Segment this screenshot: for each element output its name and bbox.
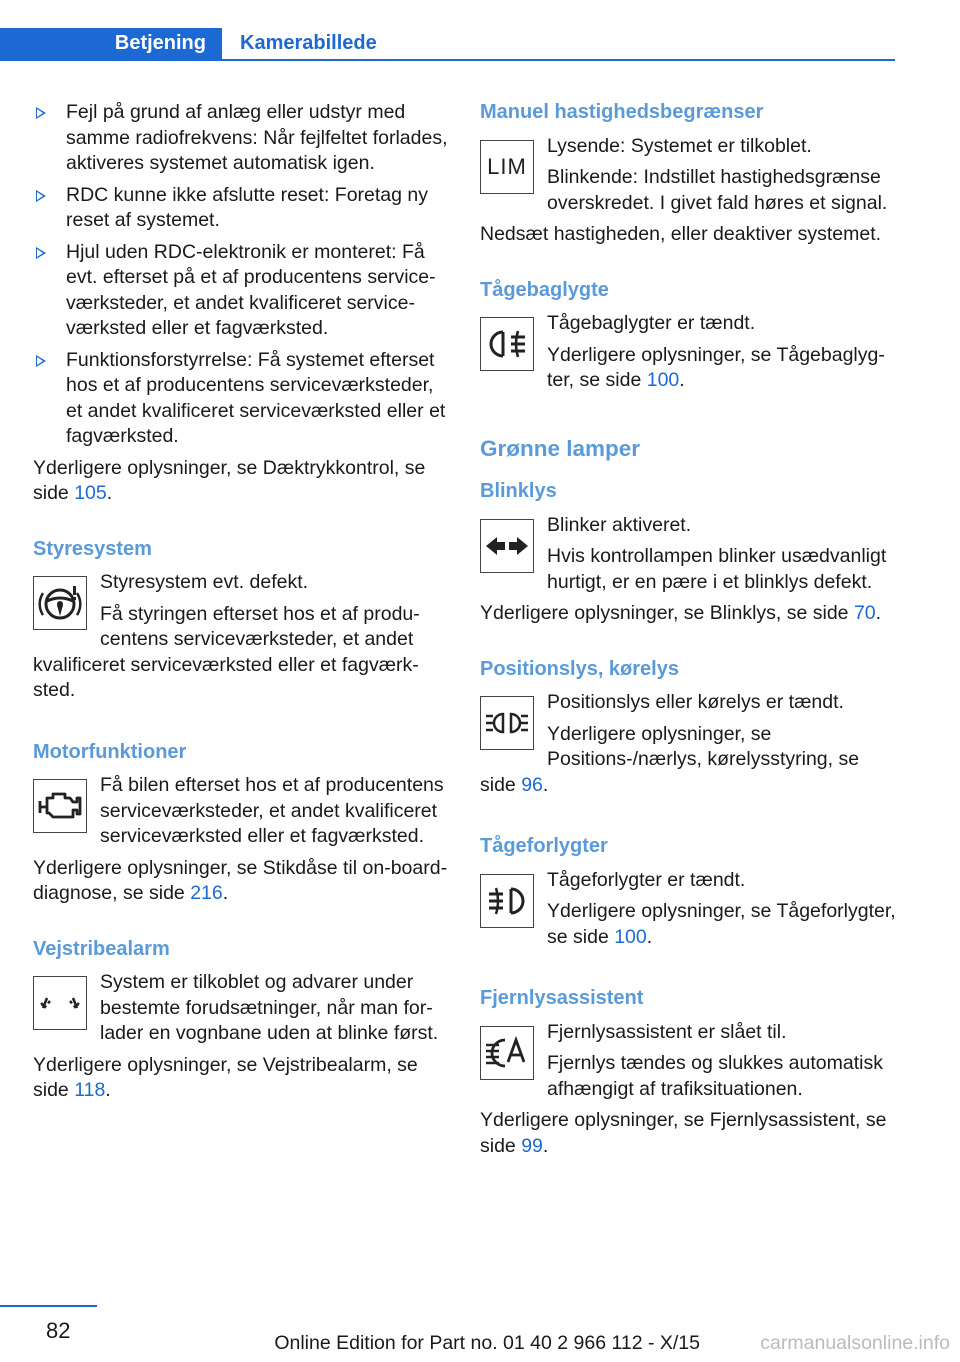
position-reference: Yderligere oplysninger, se Positions-/nærlys, kørelysstyring, se side 96. [480,722,860,796]
page-link[interactable]: 100 [646,369,680,391]
lim-entry [480,134,896,223]
tageforlygter-text-1: Tågeforlygter er tændt. [547,868,746,891]
edition-note: Online Edition for Part no. 01 40 2 966 112 - X/15 [274,1332,700,1354]
motor-entry [33,773,451,856]
page-link[interactable]: 105 [74,482,107,504]
lim-text-3: Nedsæt hastigheden, eller deaktiver systemet. [480,223,882,245]
lane-departure-icon [33,976,87,1030]
turn-signal-icon [480,519,534,573]
vejstribe-reference: Yderligere oplysninger, se Vejstribealarm, se side 118. [33,1053,418,1101]
page-link[interactable]: 118 [74,1079,106,1101]
lim-text-1: Lysende: Systemet er tilkoblet. [547,134,812,157]
blink-text-1: Blinker aktiveret. [547,513,692,536]
section-heading-vejstribe: Vejstribealarm [33,937,170,960]
right-column [480,100,896,1165]
blink-text-2: Hvis kontrollampen blinker usædvanligt hurtigt, er en pære i et blinklys defekt. [547,545,887,593]
page-number: 82 [46,1318,71,1343]
motor-text-1: Få bilen efterset hos et af producentens serviceværksteder, et andet kvalificeret serviceværksted eller et fagværksted. [100,774,444,847]
rear-fog-light-icon [480,317,534,371]
lim-text-2: Blinkende: Indstillet hastighedsgrænse overskredet. I givet fald høres et signal. [547,166,888,214]
styresystem-text-1: Styresystem evt. defekt. [100,571,309,593]
page-link[interactable]: 100 [614,925,647,948]
tab-kamerabillede[interactable]: Kamerabillede [240,32,377,54]
left-column [33,100,451,1110]
section-heading-green: Grønne lamper [480,435,641,461]
fjernlys-entry [480,1020,896,1109]
tageforlygter-reference: Yderligere oplysninger, se Tågeforlygter, se side 100. [547,900,896,948]
fjernlys-reference: Yderligere oplysninger, se Fjernlysassistent, se side 99. [480,1109,887,1157]
engine-check-icon [33,779,87,833]
page-link[interactable]: 96 [521,773,543,796]
position-light-icon [480,696,534,750]
section-heading-tagebag: Tågebaglygte [480,278,609,301]
watermark: carmanualsonline.info [760,1332,950,1354]
fjernlys-text-2: Fjernlys tændes og slukkes automatisk afhængigt af trafiksituationen. [547,1052,883,1100]
vejstribe-entry [33,970,451,1053]
list-item: RDC kunne ikke afslutte reset: Foretag ny reset af systemet. [33,183,451,234]
section-heading-position: Positionslys, kørelys [480,657,679,680]
page-link[interactable]: 99 [521,1134,543,1157]
tageforlygter-entry [480,868,896,957]
triangle-bullet-icon [36,190,46,202]
rdc-fault-list [33,100,451,450]
section-heading-tageforlygter: Tågeforlygter [480,835,608,857]
steering-wheel-warning-icon [33,576,87,630]
header-rule [0,59,895,61]
triangle-bullet-icon [36,107,46,119]
tagebag-reference: Yderligere oplysninger, se Tågebaglygter, se side 100. [547,343,885,391]
rdc-reference: Yderligere oplysninger, se Dæktrykkontrol, se side 105. [33,456,426,504]
section-heading-fjernlys: Fjernlysassistent [480,987,644,1009]
list-item: Hjul uden RDC-elektronik er monteret: Få evt. efterset på et af producentens serviceværksteder, et andet kvalificeret serviceværksted eller et fagværksted. [33,240,451,342]
blink-entry [480,513,896,602]
section-heading-styresystem: Styresystem [33,537,152,560]
page-link[interactable]: 216 [190,882,223,904]
fjernlys-text-1: Fjernlysassistent er slået til. [547,1020,787,1043]
lim-icon [480,140,534,194]
section-heading-lim: Manuel hastighedsbegrænser [480,101,764,123]
motor-reference: Yderligere oplysninger, se Stikdåse til on-board-diagnose, se side 216. [33,856,448,904]
lim-icon-label: LIM [487,153,527,179]
position-entry [480,690,896,804]
header-tabbar [0,28,895,61]
footer-rule [0,1305,97,1307]
styresystem-text-2: Få styringen efterset hos et af producentens serviceværksteder, et andet kvalificeret serviceværksted eller et fagværksted. [33,602,420,701]
triangle-bullet-icon [36,247,46,259]
tab-betjening[interactable]: Betjening [0,28,222,59]
list-item: Funktionsforstyrrelse: Få systemet efterset hos et af producentens serviceværksteder, et andet kvalificeret serviceværksted eller et fagværksted. [33,348,451,450]
section-heading-blink: Blinklys [480,480,557,502]
page-link[interactable]: 70 [853,602,876,624]
tagebag-entry [480,311,896,400]
high-beam-assist-icon [480,1026,534,1080]
position-text-1: Positionslys eller kørelys er tændt. [547,691,844,713]
vejstribe-text-1: System er tilkoblet og advarer under bestemte forudsætninger, når man forlader en vognbane uden at blinke først. [100,971,439,1044]
triangle-bullet-icon [36,355,46,367]
styresystem-entry [33,570,451,710]
tagebag-text-1: Tågebaglygter er tændt. [547,312,756,334]
section-heading-motor: Motorfunktioner [33,740,187,763]
blink-reference: Yderligere oplysninger, se Blinklys, se side 70. [480,602,882,624]
front-fog-light-icon [480,874,534,928]
list-item: Fejl på grund af anlæg eller udstyr med samme radiofrekvens: Når fejlfeltet forlades, aktiveres systemet automatisk igen. [33,100,451,177]
